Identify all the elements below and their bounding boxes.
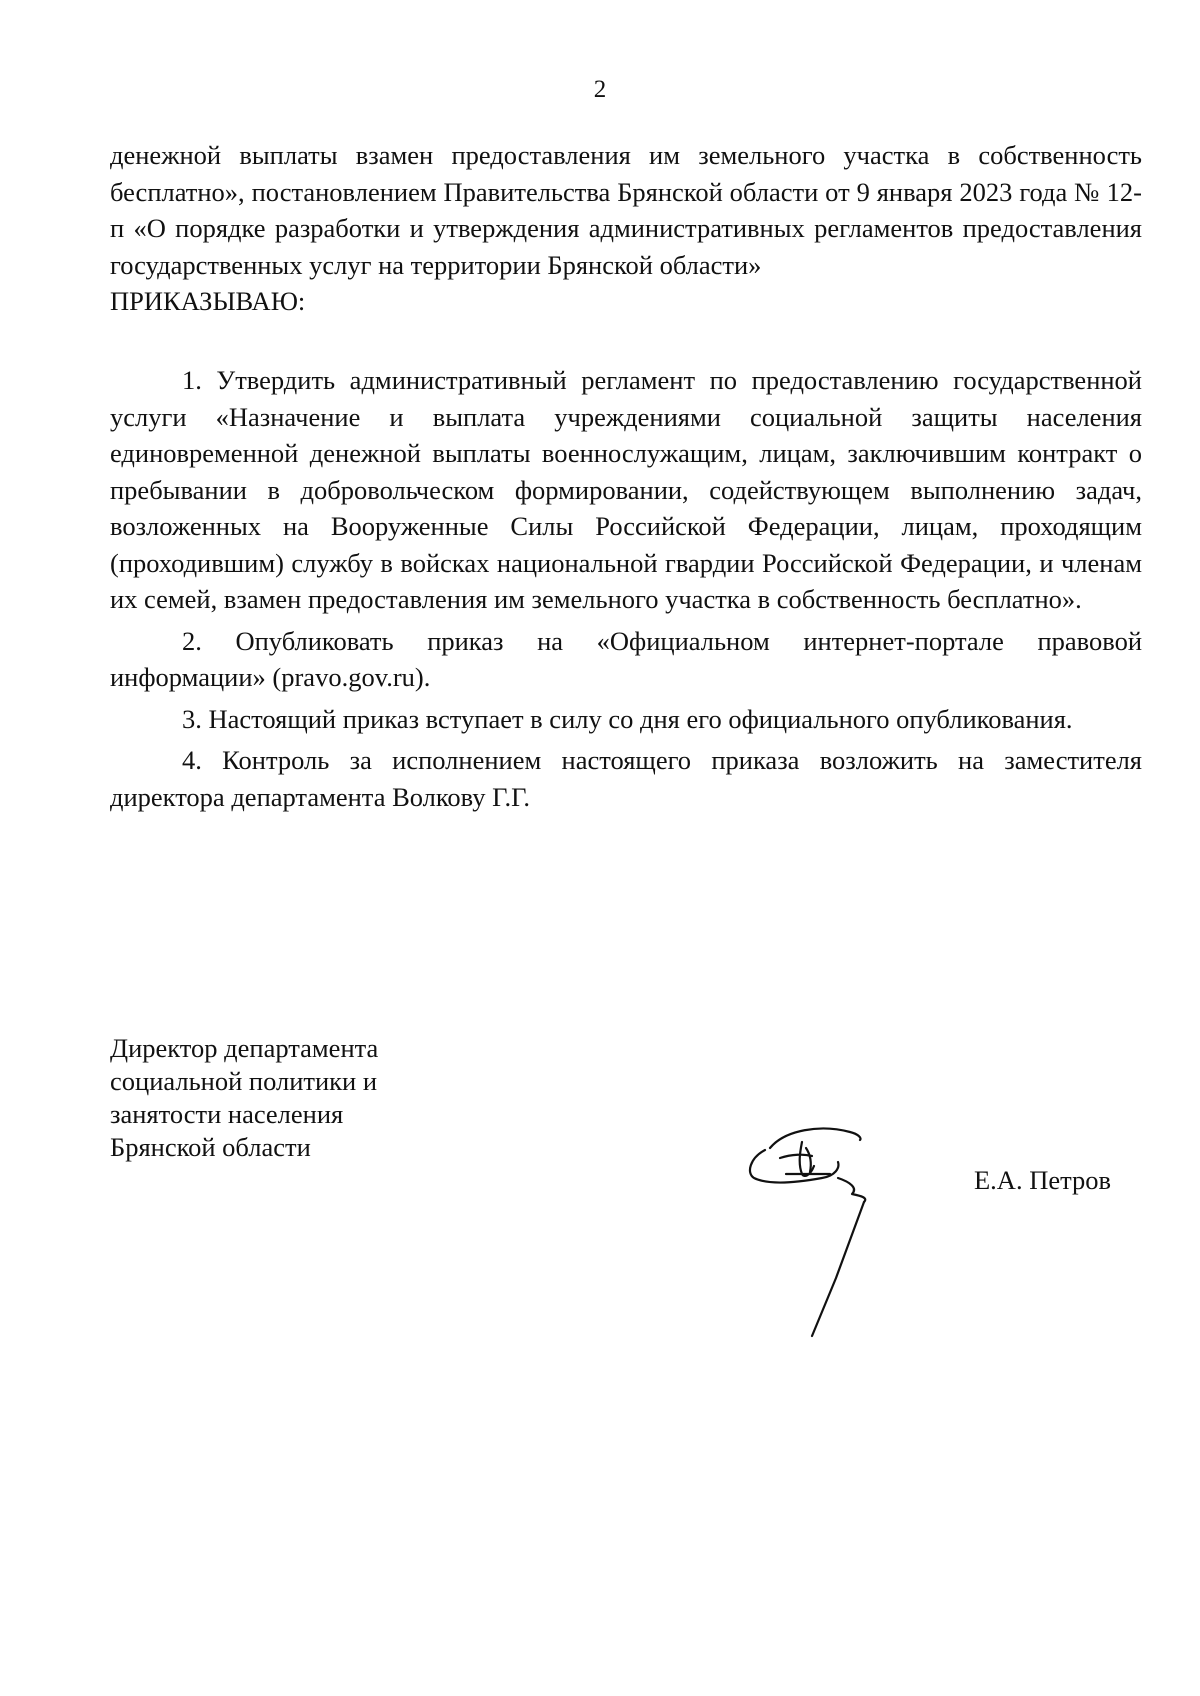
decree-word: ПРИКАЗЫВАЮ:: [110, 286, 306, 316]
signer-name: Е.А. Петров: [974, 1165, 1112, 1195]
intro-paragraph: [110, 137, 1142, 320]
order-item-2: 2. Опубликовать приказ на «Официальном интернет-портале правовой информации» (pravo.gov.ru).: [110, 625, 1142, 692]
page-number: 2: [593, 76, 607, 103]
intro-text: денежной выплаты взамен предоставления им земельного участка в собственность бесплатно», постановлением Правительства Брянской области от 9 января 2023 года № 12-п «О порядке разработки и утверждения административных регламентов предоставления государственных услуг на территории Брянской области»: [110, 140, 1142, 280]
order-item-1: 1. Утвердить административный регламент по предоставлению государственной услуги «Назначение и выплата учреждениями социальной защиты населения единовременной денежной выплаты военнослужащим, лицам, заключившим контракт о пребывании в добровольческом формировании, содействующем выполнению задач, возложенных на Вооруженные Силы Российской Федерации, лицам, проходящим (проходившим) службу в войсках национальной гвардии Российской Федерации, и членам их семей, взамен предоставления им земельного участка в собственность бесплатно».: [110, 365, 1142, 614]
signatory-position: [110, 1032, 378, 1164]
order-items: [110, 362, 1142, 815]
position-line: Брянской области: [110, 1132, 311, 1162]
position-line: Директор департамента: [110, 1033, 379, 1063]
position-line: занятости населения: [110, 1099, 344, 1129]
order-item-4: 4. Контроль за исполнением настоящего приказа возложить на заместителя директора департамента Волкову Г.Г.: [110, 745, 1142, 812]
handwritten-signature: [740, 1118, 940, 1358]
position-line: социальной политики и: [110, 1066, 378, 1096]
order-item-3: 3. Настоящий приказ вступает в силу со дня его официального опубликования.: [182, 703, 1073, 734]
